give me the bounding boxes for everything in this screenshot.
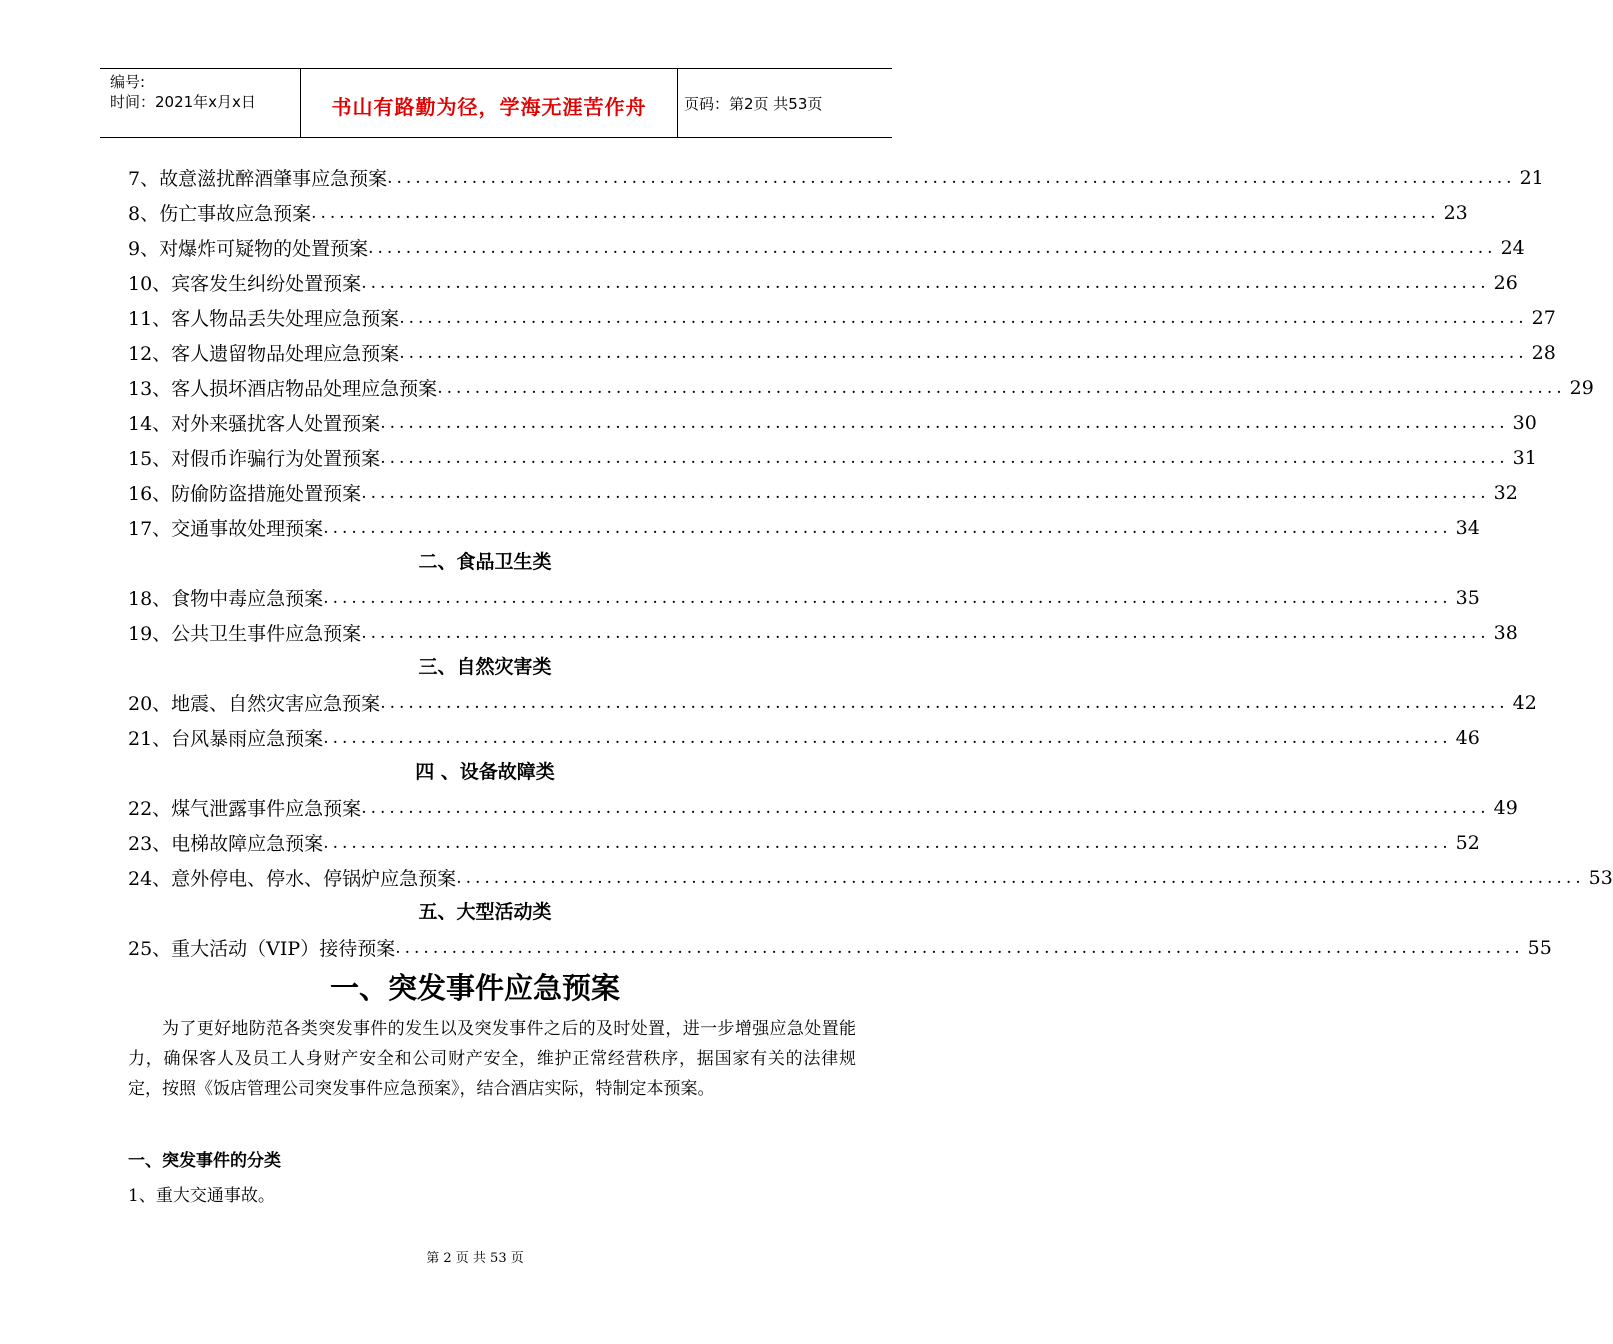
toc-entry[interactable]	[128, 300, 1556, 335]
toc-entry[interactable]	[128, 685, 1537, 720]
toc-section-heading: 二、食品卫生类	[418, 551, 552, 573]
toc-entry-title: 23、电梯故障应急预案	[128, 833, 324, 855]
toc-entry-page: 26	[1493, 271, 1518, 294]
toc-leader-dots: ........................................................................................................................	[380, 692, 1509, 713]
toc-entry[interactable]	[128, 825, 1480, 860]
toc-entry-page: 32	[1493, 481, 1518, 504]
toc-leader-dots: ........................................................................................................................	[311, 202, 1440, 223]
toc-leader-dots: ........................................................................................................................	[361, 622, 1490, 643]
toc-entry-page: 30	[1512, 411, 1537, 434]
toc-entry-title: 9、对爆炸可疑物的处置预案	[128, 238, 369, 260]
toc-entry-page: 53	[1588, 866, 1613, 889]
toc-entry-title: 21、台风暴雨应急预案	[128, 728, 324, 750]
toc-entry-title: 11、客人物品丢失处理应急预案	[128, 308, 400, 330]
toc-entry-page: 21	[1519, 166, 1544, 189]
toc-entry-title: 22、煤气泄露事件应急预案	[128, 798, 362, 820]
toc-leader-dots: ........................................................................................................................	[361, 797, 1490, 818]
toc-entry-page: 42	[1512, 691, 1537, 714]
toc-entry-page: 55	[1527, 936, 1552, 959]
toc-entry-title: 12、客人遗留物品处理应急预案	[128, 343, 400, 365]
toc-entry[interactable]	[128, 475, 1518, 510]
toc-leader-dots: ........................................................................................................................	[456, 867, 1585, 888]
toc-section-heading: 五、大型活动类	[418, 901, 552, 923]
toc-entry-title: 25、重大活动（VIP）接待预案	[128, 938, 396, 960]
list-item: 1、重大交通事故。	[128, 1186, 275, 1206]
code-label: 编号:	[110, 73, 146, 91]
toc-entry[interactable]	[128, 440, 1537, 475]
toc-entry-page: 28	[1531, 341, 1556, 364]
toc-leader-dots: ........................................................................................................................	[399, 307, 1528, 328]
toc-entry[interactable]	[128, 930, 1552, 965]
toc-entry[interactable]	[128, 370, 1594, 405]
toc-entry[interactable]	[128, 405, 1537, 440]
header-motto: 书山有路勤为径，学海无涯苦作舟	[331, 95, 647, 119]
toc-entry-title: 10、宾客发生纠纷处置预案	[128, 273, 362, 295]
toc-leader-dots: ........................................................................................................................	[380, 412, 1509, 433]
subsection-heading: 一、突发事件的分类	[128, 1151, 281, 1171]
toc-entry-page: 31	[1512, 446, 1537, 469]
intro-paragraph: 为了更好地防范各类突发事件的发生以及突发事件之后的及时处置，进一步增强应急处置能力，确保客人及员工人身财产安全和公司财产安全，维护正常经营秩序，据国家有关的法律规定，按照《饭店管理公司突发事件应急预案》，结合酒店实际，特制定本预案。	[128, 1019, 856, 1099]
toc-entry-page: 38	[1493, 621, 1518, 644]
header-page-cell	[676, 69, 892, 137]
toc-leader-dots: ........................................................................................................................	[395, 937, 1524, 958]
toc-entry-page: 24	[1500, 236, 1525, 259]
toc-leader-dots: ........................................................................................................................	[323, 832, 1452, 853]
toc-entry-title: 15、对假币诈骗行为处置预案	[128, 448, 381, 470]
toc-entry-page: 46	[1455, 726, 1480, 749]
toc-entry[interactable]	[128, 160, 1544, 195]
table-of-contents	[128, 160, 1613, 965]
header-motto-cell	[300, 69, 678, 137]
toc-leader-dots: ........................................................................................................................	[387, 167, 1516, 188]
toc-entry[interactable]	[128, 580, 1480, 615]
toc-entry[interactable]	[128, 230, 1525, 265]
toc-entry[interactable]	[128, 335, 1556, 370]
toc-entry-title: 17、交通事故处理预案	[128, 518, 324, 540]
header-page-info: 页码：第2页 共53页	[684, 95, 823, 113]
toc-section-heading: 三、自然灾害类	[418, 656, 552, 678]
toc-leader-dots: ........................................................................................................................	[361, 482, 1490, 503]
toc-leader-dots: ........................................................................................................................	[368, 237, 1497, 258]
toc-entry-title: 19、公共卫生事件应急预案	[128, 623, 362, 645]
header-meta	[100, 69, 300, 137]
toc-entry-title: 24、意外停电、停水、停锅炉应急预案	[128, 868, 457, 890]
toc-entry-title: 14、对外来骚扰客人处置预案	[128, 413, 381, 435]
toc-entry[interactable]	[128, 720, 1480, 755]
toc-leader-dots: ........................................................................................................................	[437, 377, 1566, 398]
toc-entry-page: 49	[1493, 796, 1518, 819]
toc-entry[interactable]	[128, 860, 1613, 895]
toc-entry-title: 16、防偷防盗措施处置预案	[128, 483, 362, 505]
page-footer: 第 2 页 共 53 页	[426, 1251, 524, 1266]
toc-leader-dots: ........................................................................................................................	[399, 342, 1528, 363]
toc-entry-title: 20、地震、自然灾害应急预案	[128, 693, 381, 715]
toc-leader-dots: ........................................................................................................................	[323, 517, 1452, 538]
toc-leader-dots: ........................................................................................................................	[323, 727, 1452, 748]
time-label: 时间：2021年x月x日	[110, 93, 256, 111]
toc-leader-dots: ........................................................................................................................	[361, 272, 1490, 293]
toc-entry-page: 35	[1455, 586, 1480, 609]
toc-entry[interactable]	[128, 790, 1518, 825]
toc-entry-title: 13、客人损坏酒店物品处理应急预案	[128, 378, 438, 400]
toc-entry[interactable]	[128, 615, 1518, 650]
toc-entry-page: 23	[1443, 201, 1468, 224]
toc-leader-dots: ........................................................................................................................	[380, 447, 1509, 468]
section-heading: 一、突发事件应急预案	[329, 971, 620, 1005]
toc-entry-page: 34	[1455, 516, 1480, 539]
toc-entry[interactable]	[128, 195, 1468, 230]
toc-entry-title: 18、食物中毒应急预案	[128, 588, 324, 610]
toc-leader-dots: ........................................................................................................................	[323, 587, 1452, 608]
toc-entry-title: 7、故意滋扰醉酒肇事应急预案	[128, 168, 388, 190]
toc-entry-page: 29	[1569, 376, 1594, 399]
toc-entry[interactable]	[128, 510, 1480, 545]
toc-entry-title: 8、伤亡事故应急预案	[128, 203, 312, 225]
toc-entry-page: 52	[1455, 831, 1480, 854]
page-header	[100, 68, 892, 138]
toc-entry[interactable]	[128, 265, 1518, 300]
toc-entry-page: 27	[1531, 306, 1556, 329]
toc-section-heading: 四 、设备故障类	[415, 761, 555, 783]
